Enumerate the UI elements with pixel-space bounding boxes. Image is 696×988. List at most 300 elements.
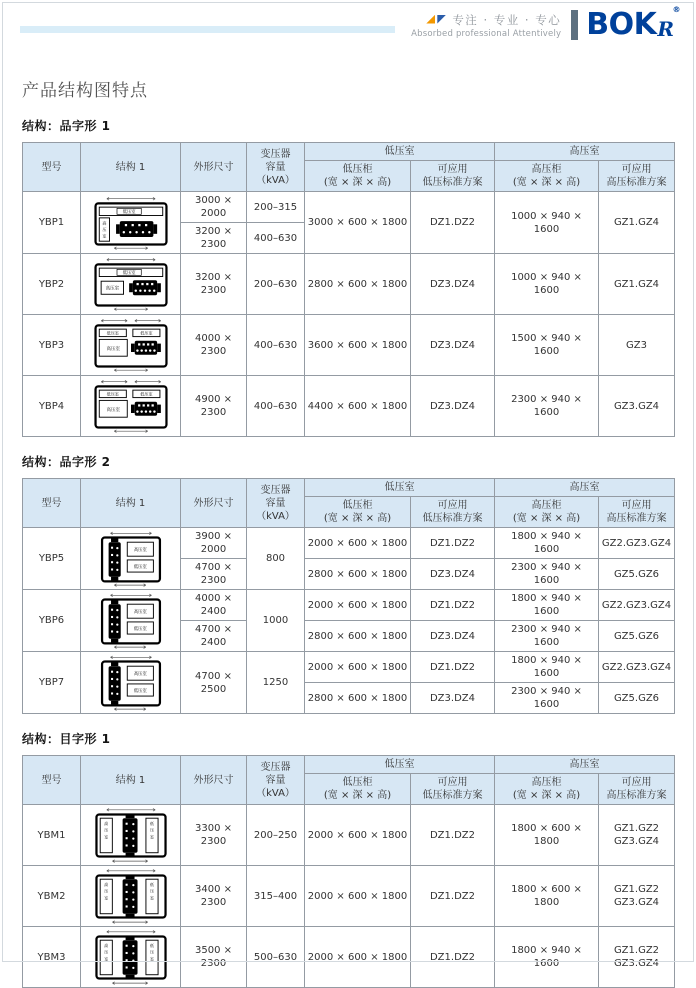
value-cell	[495, 192, 599, 254]
brand-script-r: R	[657, 17, 674, 41]
text-line: 1000	[262, 615, 289, 626]
svg-text:压: 压	[101, 226, 106, 232]
table-row	[23, 805, 675, 866]
text-line: 2800 × 600 × 1800	[307, 630, 408, 642]
text-line: 2300 × 940 × 1600	[511, 394, 582, 418]
text-line: 容量	[265, 774, 286, 786]
text-line: 型号	[41, 161, 62, 173]
value-cell	[495, 927, 599, 988]
table-row	[23, 315, 675, 376]
header-hv-room	[495, 479, 675, 497]
text-line: （kVA）	[256, 787, 295, 799]
text-line: 2000 × 600 × 1800	[307, 829, 408, 841]
value-cell	[411, 683, 495, 714]
text-line: 3400 × 2300	[194, 884, 232, 908]
value-cell	[411, 192, 495, 254]
value-cell	[599, 652, 675, 683]
text-line: DZ1.DZ2	[429, 951, 475, 963]
value-cell	[181, 223, 247, 254]
header-hv-cabinet	[495, 774, 599, 805]
svg-text:压: 压	[149, 888, 154, 894]
header-dimensions	[181, 143, 247, 192]
text-line: 1500 × 940 × 1600	[511, 333, 582, 357]
header-hv-scheme	[599, 161, 675, 192]
text-line: 1800 × 940 × 1600	[511, 945, 582, 969]
section-label-3: 结构：目字形 1	[22, 732, 111, 746]
header-hv-scheme	[599, 497, 675, 528]
model-cell	[23, 927, 81, 988]
text-line: GZ1.GZ2	[613, 884, 660, 895]
value-cell	[411, 652, 495, 683]
value-cell	[181, 528, 247, 559]
text-line: 1800 × 600 × 1800	[511, 884, 582, 908]
value-cell	[181, 866, 247, 927]
text-line: DZ1.DZ2	[429, 217, 475, 228]
text-line: 低压柜	[342, 164, 373, 175]
text-line: 高压柜	[531, 164, 562, 175]
svg-text:压: 压	[103, 827, 108, 833]
text-line: 200–315	[253, 201, 298, 213]
text-line: 可应用	[437, 500, 468, 511]
value-cell	[247, 927, 305, 988]
value-cell	[599, 559, 675, 590]
value-cell	[495, 376, 599, 437]
text-line: YBP1	[38, 217, 65, 228]
text-line: DZ3.DZ4	[429, 339, 475, 351]
logo-triangle-blue-icon	[437, 15, 446, 24]
text-line: 315–400	[253, 890, 298, 902]
text-line: 低压标准方案	[422, 790, 483, 801]
value-cell	[599, 866, 675, 927]
text-line: GZ1.GZ2	[613, 945, 660, 956]
table-row	[23, 652, 675, 683]
text-line: 2800 × 600 × 1800	[307, 568, 408, 580]
header-lv-scheme	[411, 774, 495, 805]
text-line: 变压器	[260, 761, 291, 773]
text-line: (宽 × 深 × 高)	[323, 513, 392, 524]
table-row	[23, 590, 675, 621]
text-line: 高压柜	[531, 777, 562, 788]
text-line: (宽 × 深 × 高)	[323, 790, 392, 801]
text-line: 容量	[265, 161, 286, 173]
header-model	[23, 479, 81, 528]
value-cell	[305, 652, 411, 683]
slogan-chinese-row	[411, 12, 561, 28]
value-cell	[305, 192, 411, 254]
value-cell	[305, 866, 411, 927]
text-line: 容量	[265, 497, 286, 509]
value-cell	[411, 866, 495, 927]
model-cell	[23, 315, 81, 376]
text-line: DZ3.DZ4	[429, 692, 475, 704]
model-cell	[23, 528, 81, 590]
text-line: YBP5	[38, 553, 65, 564]
text-line: 3500 × 2300	[194, 945, 232, 969]
value-cell	[411, 528, 495, 559]
value-cell	[305, 590, 411, 621]
text-line: (宽 × 深 × 高)	[323, 177, 392, 188]
text-line: （kVA）	[256, 174, 295, 186]
text-line: 结构 1	[115, 161, 146, 173]
text-line: 低压室	[384, 759, 415, 770]
text-line: 外形尺寸	[193, 497, 234, 509]
value-cell	[599, 192, 675, 254]
value-cell	[247, 254, 305, 315]
text-line: 可应用	[437, 777, 468, 788]
text-line: 500–630	[253, 951, 298, 963]
header-hv-cabinet	[495, 497, 599, 528]
text-line: 高压柜	[531, 500, 562, 511]
svg-text:高: 高	[103, 943, 108, 949]
table-row	[23, 866, 675, 927]
text-line: 2300 × 940 × 1600	[511, 686, 582, 710]
value-cell	[181, 590, 247, 621]
svg-text:高压室: 高压室	[106, 347, 120, 353]
text-line: 3000 × 600 × 1800	[307, 217, 408, 228]
value-cell	[495, 866, 599, 927]
text-line: YBP7	[38, 677, 65, 688]
text-line: GZ2.GZ3.GZ4	[601, 537, 672, 549]
value-cell	[181, 315, 247, 376]
value-cell	[181, 192, 247, 223]
structure-diagram-cell	[81, 866, 181, 927]
svg-text:低: 低	[149, 821, 154, 827]
text-line: 4400 × 600 × 1800	[307, 400, 408, 412]
value-cell	[305, 254, 411, 315]
text-line: GZ3.GZ4	[613, 836, 660, 847]
brand-text: BOK	[586, 7, 657, 42]
section-label-2: 结构：品字形 2	[22, 455, 111, 469]
text-line: DZ3.DZ4	[429, 568, 475, 580]
structure-diagram-cell	[81, 376, 181, 437]
text-line: 200–250	[253, 829, 298, 841]
slogan-chinese: 专注 · 专业 · 专心	[452, 12, 562, 27]
text-line: 可应用	[437, 164, 468, 175]
value-cell	[599, 805, 675, 866]
svg-text:低压室: 低压室	[133, 564, 147, 570]
text-line: 4700 × 2300	[194, 562, 232, 586]
text-line: 800	[265, 553, 286, 564]
text-line: 4900 × 2300	[194, 394, 232, 418]
table-row	[23, 927, 675, 988]
header-structure	[81, 143, 181, 192]
text-line: 2800 × 600 × 1800	[307, 692, 408, 704]
text-line: 2000 × 600 × 1800	[307, 537, 408, 549]
text-line: DZ1.DZ2	[429, 599, 475, 611]
header-accent-strip	[20, 26, 395, 33]
structure-diagram-cell	[81, 590, 181, 652]
svg-text:高压室: 高压室	[106, 408, 120, 414]
structure-diagram-pin2	[87, 256, 175, 312]
text-line: 1250	[262, 677, 289, 688]
structure-diagram-pin5	[87, 531, 175, 587]
text-line: 2300 × 940 × 1600	[511, 624, 582, 648]
table-row	[23, 192, 675, 223]
text-line: DZ3.DZ4	[429, 400, 475, 412]
svg-text:室: 室	[103, 895, 108, 901]
text-line: 型号	[41, 497, 62, 509]
text-line: DZ1.DZ2	[429, 661, 475, 673]
text-line: 1800 × 600 × 1800	[511, 823, 582, 847]
text-line: 3900 × 2000	[194, 531, 232, 555]
svg-text:室: 室	[101, 232, 106, 238]
svg-text:低压室: 低压室	[122, 271, 136, 277]
svg-text:低压室: 低压室	[133, 626, 147, 632]
text-line: 400–630	[253, 232, 298, 244]
spec-table-1	[22, 142, 675, 437]
svg-text:室: 室	[149, 834, 154, 840]
text-line: 2300 × 940 × 1600	[511, 562, 582, 586]
text-line: 4700 × 2400	[194, 624, 232, 648]
value-cell	[181, 805, 247, 866]
header-dimensions	[181, 756, 247, 805]
value-cell	[599, 590, 675, 621]
structure-diagram-cell	[81, 652, 181, 714]
page-title: 产品结构图特点	[22, 81, 148, 101]
text-line: 高压标准方案	[606, 513, 667, 524]
structure-diagram-cell	[81, 927, 181, 988]
header-lv-room	[305, 143, 495, 161]
text-line: 高压标准方案	[606, 790, 667, 801]
value-cell	[305, 805, 411, 866]
text-line: DZ1.DZ2	[429, 829, 475, 841]
text-line: DZ3.DZ4	[429, 278, 475, 290]
text-line: GZ1.GZ4	[613, 278, 660, 290]
header-capacity	[247, 479, 305, 528]
value-cell	[181, 376, 247, 437]
text-line: YBP3	[38, 339, 65, 351]
svg-text:低压室: 低压室	[133, 688, 147, 694]
brand-slogan	[411, 12, 561, 39]
value-cell	[495, 559, 599, 590]
structure-diagram-cell	[81, 254, 181, 315]
text-line: 1800 × 940 × 1600	[511, 531, 582, 555]
value-cell	[305, 683, 411, 714]
value-cell	[247, 805, 305, 866]
value-cell	[411, 621, 495, 652]
svg-text:室: 室	[149, 956, 154, 962]
brand-block	[411, 5, 680, 42]
text-line: YBM2	[37, 890, 66, 902]
model-cell	[23, 376, 81, 437]
value-cell	[599, 528, 675, 559]
value-cell	[305, 927, 411, 988]
text-line: 400–630	[253, 339, 298, 351]
value-cell	[181, 621, 247, 652]
text-line: 1800 × 940 × 1600	[511, 593, 582, 617]
svg-text:压: 压	[149, 827, 154, 833]
text-line: 1000 × 940 × 1600	[511, 210, 582, 235]
svg-text:低压室: 低压室	[106, 330, 119, 336]
value-cell	[305, 528, 411, 559]
header-hv-scheme	[599, 774, 675, 805]
svg-text:低压室: 低压室	[139, 391, 153, 397]
text-line: 2800 × 600 × 1800	[307, 278, 408, 290]
value-cell	[181, 927, 247, 988]
header-hv-room	[495, 756, 675, 774]
structure-diagram-mu	[87, 929, 175, 985]
text-line: 可应用	[621, 164, 652, 175]
logo-triangle-orange-icon	[426, 15, 435, 24]
text-line: 低压柜	[342, 500, 373, 511]
header-lv-cabinet	[305, 161, 411, 192]
value-cell	[599, 254, 675, 315]
text-line: DZ1.DZ2	[429, 890, 475, 902]
text-line: 外形尺寸	[193, 774, 234, 786]
header-lv-room	[305, 756, 495, 774]
spec-table-3	[22, 755, 675, 988]
value-cell	[599, 315, 675, 376]
text-line: 4700 × 2500	[194, 670, 232, 695]
text-line: YBM3	[37, 951, 66, 963]
text-line: 1000 × 940 × 1600	[511, 272, 582, 296]
value-cell	[495, 683, 599, 714]
structure-diagram-cell	[81, 192, 181, 254]
text-line: 3200 × 2300	[194, 272, 232, 296]
text-line: DZ1.DZ2	[429, 537, 475, 549]
value-cell	[247, 223, 305, 254]
header-capacity	[247, 143, 305, 192]
text-line: 4000 × 2400	[194, 593, 232, 617]
value-cell	[495, 528, 599, 559]
header-lv-cabinet	[305, 497, 411, 528]
value-cell	[495, 652, 599, 683]
value-cell	[411, 315, 495, 376]
table-row	[23, 254, 675, 315]
text-line: 2000 × 600 × 1800	[307, 599, 408, 611]
text-line: 结构 1	[115, 774, 146, 786]
registered-mark-icon: ®	[672, 5, 680, 14]
text-line: 结构 1	[115, 497, 146, 509]
model-cell	[23, 866, 81, 927]
value-cell	[181, 559, 247, 590]
text-line: YBM1	[37, 829, 66, 841]
text-line: 可应用	[621, 777, 652, 788]
header-capacity	[247, 756, 305, 805]
svg-text:压: 压	[149, 949, 154, 955]
text-line: 低压标准方案	[422, 177, 483, 188]
text-line: DZ3.DZ4	[429, 630, 475, 642]
value-cell	[181, 254, 247, 315]
text-line: 4000 × 2300	[194, 333, 232, 357]
text-line: 3600 × 600 × 1800	[307, 339, 408, 351]
text-line: GZ3.GZ4	[613, 958, 660, 969]
value-cell	[411, 559, 495, 590]
text-line: GZ3.GZ4	[613, 400, 660, 412]
text-line: 变压器	[260, 148, 291, 160]
structure-diagram-cell	[81, 528, 181, 590]
value-cell	[305, 376, 411, 437]
text-line: GZ3	[626, 339, 647, 351]
svg-text:室: 室	[103, 956, 108, 962]
table-row	[23, 528, 675, 559]
text-line: 高压室	[569, 482, 600, 493]
header-dimensions	[181, 479, 247, 528]
value-cell	[247, 528, 305, 590]
structure-diagram-pin5	[87, 655, 175, 711]
section-label-1: 结构：品字形 1	[22, 119, 111, 133]
header-hv-cabinet	[495, 161, 599, 192]
text-line: GZ1.GZ2	[613, 823, 660, 834]
value-cell	[495, 315, 599, 376]
value-cell	[247, 590, 305, 652]
svg-text:高压室: 高压室	[133, 671, 147, 677]
svg-text:高压室: 高压室	[133, 547, 147, 553]
value-cell	[411, 376, 495, 437]
model-cell	[23, 192, 81, 254]
text-line: GZ2.GZ3.GZ4	[601, 599, 672, 611]
text-line: 200–630	[253, 278, 298, 290]
value-cell	[599, 621, 675, 652]
text-line: (宽 × 深 × 高)	[512, 790, 581, 801]
text-line: YBP6	[38, 615, 65, 626]
text-line: 低压标准方案	[422, 513, 483, 524]
value-cell	[411, 254, 495, 315]
value-cell	[247, 866, 305, 927]
text-line: 变压器	[260, 484, 291, 496]
header-hv-room	[495, 143, 675, 161]
structure-diagram-cell	[81, 805, 181, 866]
svg-text:高: 高	[103, 821, 108, 827]
value-cell	[247, 652, 305, 714]
model-cell	[23, 254, 81, 315]
brand-logo	[586, 5, 680, 42]
text-line: GZ3.GZ4	[613, 897, 660, 908]
text-line: GZ5.GZ6	[613, 568, 660, 580]
svg-text:低压室: 低压室	[122, 209, 136, 215]
value-cell	[495, 254, 599, 315]
header-structure	[81, 479, 181, 528]
text-line: 高压室	[569, 759, 600, 770]
value-cell	[495, 621, 599, 652]
svg-text:压: 压	[103, 949, 108, 955]
value-cell	[411, 590, 495, 621]
value-cell	[411, 927, 495, 988]
text-line: 2000 × 600 × 1800	[307, 661, 408, 673]
svg-text:低: 低	[149, 882, 154, 888]
structure-diagram-pin3	[87, 317, 175, 373]
svg-text:低压室: 低压室	[139, 330, 153, 336]
structure-diagram-mu	[87, 868, 175, 924]
text-line: 3200 × 2300	[194, 226, 232, 250]
svg-text:高压室: 高压室	[133, 609, 147, 615]
text-line: （kVA）	[256, 510, 295, 522]
text-line: YBP4	[38, 400, 65, 412]
value-cell	[305, 559, 411, 590]
text-line: 高压标准方案	[606, 177, 667, 188]
text-line: GZ5.GZ6	[613, 630, 660, 642]
value-cell	[305, 621, 411, 652]
text-line: 高压室	[569, 146, 600, 157]
text-line: 2000 × 600 × 1800	[307, 951, 408, 963]
header-lv-scheme	[411, 161, 495, 192]
sections-container	[22, 117, 674, 988]
header-model	[23, 756, 81, 805]
value-cell	[247, 315, 305, 376]
value-cell	[495, 590, 599, 621]
svg-text:低压室: 低压室	[106, 391, 119, 397]
text-line: 低压室	[384, 146, 415, 157]
text-line: YBP2	[38, 278, 65, 290]
text-line: 低压室	[384, 482, 415, 493]
header-structure	[81, 756, 181, 805]
slogan-english: Absorbed professional Attentively	[411, 28, 562, 39]
text-line: 低压柜	[342, 777, 373, 788]
header-lv-scheme	[411, 497, 495, 528]
table-row	[23, 376, 675, 437]
text-line: 1800 × 940 × 1600	[511, 655, 582, 679]
structure-diagram-pin5	[87, 593, 175, 649]
